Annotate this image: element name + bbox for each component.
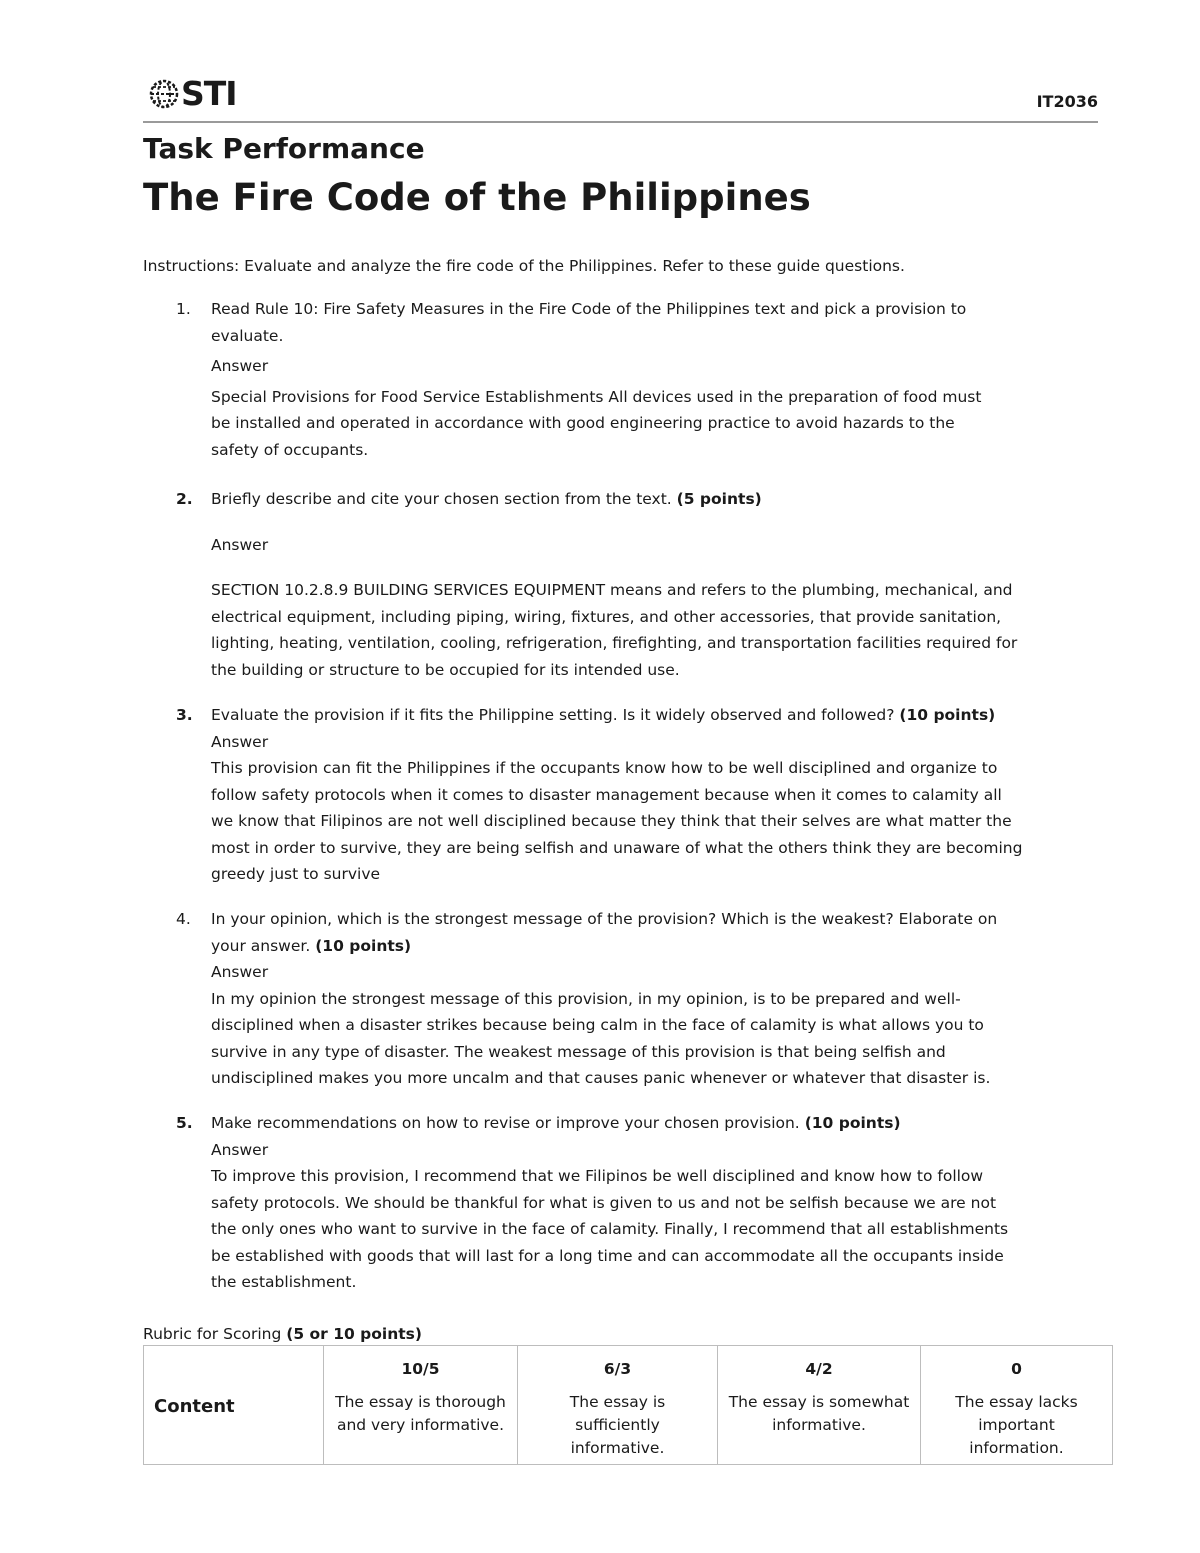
answer-text: the building or structure to be occupied for its intended use. <box>211 660 680 679</box>
answer-label: Answer <box>211 963 269 981</box>
question-number: 3. <box>176 706 193 724</box>
answer-text: the only ones who want to survive in the face of calamity. Finally, I recommend that all establishments <box>211 1220 1009 1238</box>
question-prompt: Briefly describe and cite your chosen section from the text. <box>211 490 672 508</box>
rubric-cell <box>518 1346 718 1465</box>
answer-label: Answer <box>211 732 269 751</box>
rubric-caption-points: (5 or 10 points) <box>286 1325 422 1343</box>
rubric-caption-text: Rubric for Scoring <box>143 1325 282 1343</box>
rubric-description: important <box>978 1416 1055 1434</box>
question-number: 5. <box>176 1114 193 1132</box>
question-prompt: Read Rule 10: Fire Safety Measures in the Fire Code of the Philippines text and pick a provision to <box>211 300 967 318</box>
answer-text: lighting, heating, ventilation, cooling, refrigeration, firefighting, and transportation facilities required for <box>211 634 1018 652</box>
course-code: IT2036 <box>1036 92 1098 111</box>
answer-text: follow safety protocols when it comes to disaster management because when it comes to calamity all <box>211 785 1002 804</box>
answer-label: Answer <box>211 1140 269 1159</box>
sti-logo <box>149 74 237 114</box>
rubric-score: 6/3 <box>603 1360 632 1378</box>
question-2 <box>143 486 1128 683</box>
logo-text: STI <box>181 74 237 113</box>
rubric-cell <box>324 1346 518 1465</box>
question-prompt: evaluate. <box>211 326 284 345</box>
answer-text: safety of occupants. <box>211 440 369 459</box>
answer-text: be established with goods that will last for a long time and can accommodate all the occupants inside <box>211 1246 1004 1265</box>
answer-text: safety protocols. We should be thankful for what is given to us and not be selfish because we are not <box>211 1193 997 1212</box>
rubric-description: The essay lacks <box>955 1393 1078 1411</box>
answer-text: disciplined when a disaster strikes because being calm in the face of calamity is what allows you to <box>211 1016 984 1034</box>
rubric-description: The essay is <box>569 1393 666 1411</box>
question-number: 1. <box>176 300 191 318</box>
answer-text: greedy just to survive <box>211 865 381 883</box>
question-5 <box>143 1110 1128 1296</box>
question-points: (10 points) <box>315 936 412 955</box>
globe-icon <box>149 77 179 111</box>
answer-text: Special Provisions for Food Service Establishments All devices used in the preparation of food must <box>211 387 982 406</box>
answer-text: survive in any type of disaster. The weakest message of this provision is that being selfish and <box>211 1042 946 1061</box>
rubric-cell <box>718 1346 921 1465</box>
rubric-score: 4/2 <box>805 1360 833 1378</box>
rubric-row-label-cell <box>144 1346 324 1465</box>
answer-text: electrical equipment, including piping, wiring, fixtures, and other accessories, that provide sanitation, <box>211 607 1002 626</box>
question-4 <box>143 906 1128 1092</box>
rubric-description: The essay is somewhat <box>728 1393 910 1411</box>
rubric-description: The essay is thorough <box>335 1393 506 1411</box>
rubric-caption <box>143 1321 422 1348</box>
question-number: 2. <box>176 490 193 508</box>
rubric-description: informative. <box>772 1416 866 1434</box>
question-points: (10 points) <box>899 706 996 724</box>
table-row <box>144 1346 1113 1465</box>
answer-label: Answer <box>211 535 269 554</box>
question-1 <box>143 296 1128 463</box>
answer-text: In my opinion the strongest message of this provision, in my opinion, is to be prepared and well- <box>211 989 961 1008</box>
instructions: Instructions: Evaluate and analyze the fire code of the Philippines. Refer to these guide questions. <box>143 257 905 275</box>
rubric-cell <box>921 1346 1113 1465</box>
answer-text: To improve this provision, I recommend that we Filipinos be well disciplined and know how to follow <box>211 1167 984 1185</box>
question-3 <box>143 702 1128 888</box>
page-title: The Fire Code of the Philippines <box>143 176 811 219</box>
rubric-description: informative. <box>570 1439 665 1457</box>
question-prompt: Evaluate the provision if it fits the Philippine setting. Is it widely observed and followed? <box>211 706 895 724</box>
rubric-description: sufficiently <box>575 1416 660 1434</box>
question-points: (10 points) <box>804 1114 901 1132</box>
answer-text: be installed and operated in accordance with good engineering practice to avoid hazards to the <box>211 414 955 432</box>
question-prompt: In your opinion, which is the strongest message of the provision? Which is the weakest? Elaborate on <box>211 910 998 928</box>
question-number: 4. <box>176 910 191 928</box>
answer-label: Answer <box>211 357 269 375</box>
rubric-table <box>143 1345 1113 1465</box>
answer-text: This provision can fit the Philippines if the occupants know how to be well disciplined and organize to <box>211 759 998 777</box>
answer-text: most in order to survive, they are being selfish and unaware of what the others think they are becoming <box>211 838 1023 857</box>
page-header <box>143 72 1098 124</box>
answer-text: SECTION 10.2.8.9 BUILDING SERVICES EQUIPMENT means and refers to the plumbing, mechanical, and <box>211 581 1013 599</box>
answer-text: undisciplined makes you more uncalm and that causes panic whenever or whatever that disaster is. <box>211 1069 991 1087</box>
question-prompt: your answer. <box>211 936 311 955</box>
rubric-score: 10/5 <box>401 1360 440 1378</box>
rubric-row-label: Content <box>154 1396 235 1417</box>
question-prompt: Make recommendations on how to revise or improve your chosen provision. <box>211 1114 800 1132</box>
header-divider <box>143 121 1098 123</box>
rubric-description: information. <box>969 1439 1064 1457</box>
rubric-score: 0 <box>1011 1360 1022 1378</box>
answer-text: we know that Filipinos are not well disciplined because they think that their selves are what matter the <box>211 812 1012 830</box>
document-type: Task Performance <box>143 132 425 165</box>
rubric-description: and very informative. <box>336 1416 505 1434</box>
answer-text: the establishment. <box>211 1273 357 1291</box>
question-points: (5 points) <box>676 490 762 508</box>
